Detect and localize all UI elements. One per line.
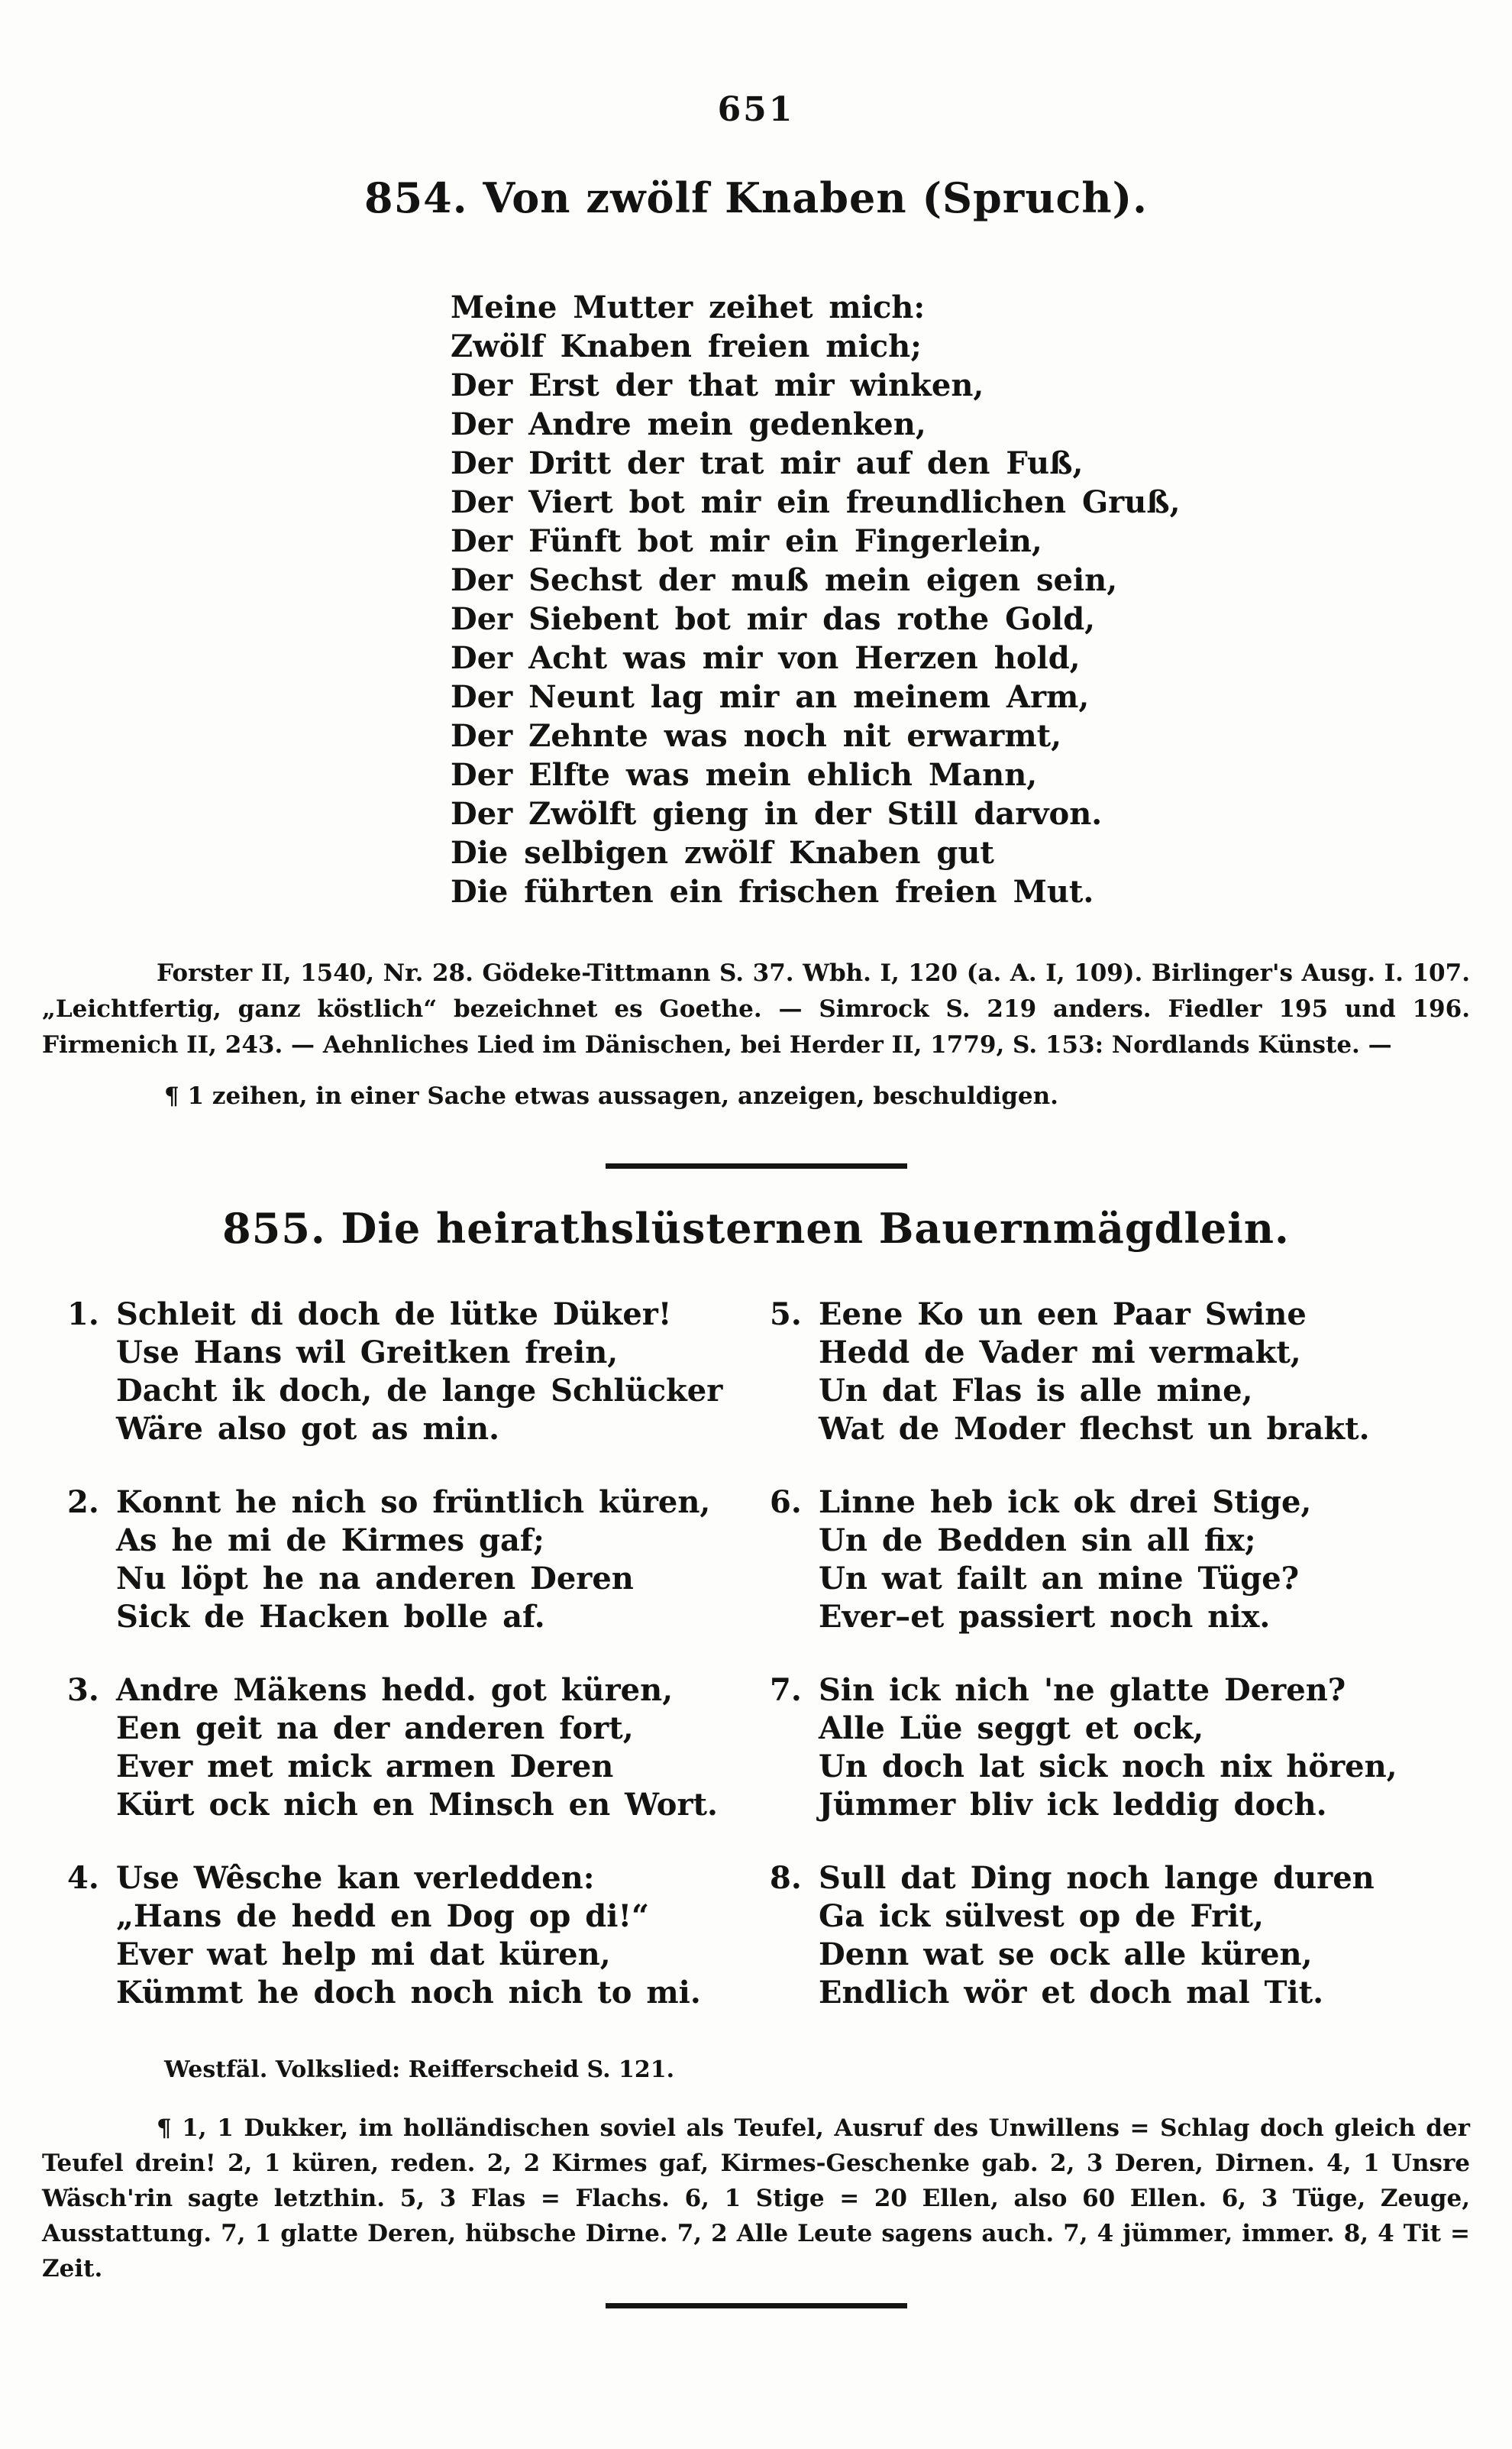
poem-line: Die führten ein frischen freien Mut. <box>451 874 1094 910</box>
stanza-number: 6. <box>770 1484 802 1520</box>
verse-line: Use Hans wil Greitken frein, <box>116 1334 619 1370</box>
page-end-divider <box>606 2303 907 2308</box>
verse-line: Hedd de Vader mi vermakt, <box>819 1334 1301 1370</box>
verse-line: Linne heb ick ok drei Stige, <box>819 1484 1312 1520</box>
verse-line: Ga ick sülvest op de Frit, <box>819 1898 1264 1934</box>
verse-line: Wäre also got as min. <box>116 1411 499 1447</box>
verse-line: Un doch lat sick noch nix hören, <box>819 1749 1397 1784</box>
stanza-lines <box>819 1483 1311 1636</box>
poem-line: Der Acht was mir von Herzen hold, <box>451 640 1081 676</box>
stanza-lines <box>819 1859 1375 2012</box>
stanza-number: 1. <box>67 1296 99 1332</box>
stanza-1 <box>0 1296 756 1448</box>
verse-line: Eene Ko un een Paar Swine <box>819 1296 1307 1332</box>
song-855-glossary-note: ¶ 1, 1 Dukker, im holländischen soviel als Teufel, Ausruf des Unwillens = Schlag doch gleich der Teufel drein! 2, 1 küren, reden. 2, 2 Kirmes gaf, Kirmes-Geschenke gab. 2, 3 Deren, Dirnen. 4, 1 Unsre Wäsch'rin sagte letzthin. 5, 3 Flas = Flachs. 6, 1 Stige = 20 Ellen, also 60 Ellen. 6, 3 Tüge, Zeuge, Ausstattung. 7, 1 glatte Deren, hübsche Dirne. 7, 2 Alle Leute sagens auch. 7, 4 jümmer, immer. 8, 4 Tit = Zeit. <box>42 2114 1470 2282</box>
stanza-7 <box>756 1671 1512 1824</box>
verse-line: Sull dat Ding noch lange duren <box>819 1860 1375 1896</box>
verse-line: Schleit di doch de lütke Düker! <box>116 1296 672 1332</box>
verse-line: „Hans de hedd en Dog op di!“ <box>116 1898 650 1934</box>
verse-line: Ever wat help mi dat küren, <box>116 1936 611 1972</box>
stanza-lines <box>819 1296 1370 1448</box>
stanza-lines <box>116 1296 722 1448</box>
verse-line: Un dat Flas is alle mine, <box>819 1373 1253 1409</box>
stanza-lines <box>116 1859 701 2012</box>
stanza-3 <box>0 1671 756 1824</box>
stanza-number: 7. <box>770 1672 802 1708</box>
verse-line: Use Wêsche kan verledden: <box>116 1860 595 1896</box>
stanza-number: 2. <box>67 1484 99 1520</box>
poem-line: Der Viert bot mir ein freundlichen Gruß, <box>451 484 1181 520</box>
poem-line: Der Sechst der muß mein eigen sein, <box>451 562 1118 598</box>
song-855-title: 855. Die heirathslüsternen Bauernmägdlein. <box>222 1204 1290 1253</box>
verse-line: Endlich wör et doch mal Tit. <box>819 1975 1323 2011</box>
poem-line: Meine Mutter zeihet mich: <box>451 290 926 325</box>
song-854-title: 854. Von zwölf Knaben (Spruch). <box>364 173 1148 222</box>
verse-line: Ever met mick armen Deren <box>116 1749 614 1784</box>
song-855-verses <box>0 1296 1512 2047</box>
stanza-8 <box>756 1859 1512 2012</box>
verse-line: Een geit na der anderen fort, <box>116 1710 634 1746</box>
poem-line: Der Elfte was mein ehlich Mann, <box>451 757 1038 793</box>
stanza-lines <box>819 1671 1397 1824</box>
verse-line: Un de Bedden sin all fix; <box>819 1522 1256 1558</box>
poem-line: Der Dritt der trat mir auf den Fuß, <box>451 445 1084 481</box>
poem-line: Zwölf Knaben freien mich; <box>451 328 922 364</box>
verse-line: As he mi de Kirmes gaf; <box>116 1522 544 1558</box>
verse-line: Nu löpt he na anderen Deren <box>116 1561 634 1597</box>
verse-line: Kümmt he doch noch nich to mi. <box>116 1975 701 2011</box>
poem-line: Der Zehnte was noch nit erwarmt, <box>451 718 1062 754</box>
verse-line: Sin ick nich 'ne glatte Deren? <box>819 1672 1346 1708</box>
stanza-number: 5. <box>770 1296 802 1332</box>
poem-line: Der Andre mein gedenken, <box>451 406 926 442</box>
verse-line: Sick de Hacken bolle af. <box>116 1599 545 1635</box>
verse-line: Ever–et passiert noch nix. <box>819 1599 1271 1635</box>
stanza-4 <box>0 1859 756 2012</box>
page-number: 651 <box>717 90 795 129</box>
section-divider <box>606 1163 907 1169</box>
stanza-2 <box>0 1483 756 1636</box>
poem-line: Der Zwölft gieng in der Still darvon. <box>451 796 1103 832</box>
verse-line: Wat de Moder flechst un brakt. <box>819 1411 1370 1447</box>
song-854-references: Forster II, 1540, Nr. 28. Gödeke-Tittmann S. 37. Wbh. I, 120 (a. A. I, 109). Birlinger's Ausg. I. 107. „Leichtfertig, ganz köstlich“ bezeichnet es Goethe. — Simrock S. 219 anders. Fiedler 195 und 196. Firmenich II, 243. — Aehnliches Lied im Dänischen, bei Herder II, 1779, S. 153: Nordlands Künste. — <box>42 959 1470 1059</box>
stanza-5 <box>756 1296 1512 1448</box>
verse-line: Kürt ock nich en Minsch en Wort. <box>116 1787 718 1823</box>
verse-line: Dacht ik doch, de lange Schlücker <box>116 1373 723 1409</box>
stanza-number: 8. <box>770 1860 802 1896</box>
verse-line: Denn wat se ock alle küren, <box>819 1936 1313 1972</box>
stanza-lines <box>116 1671 718 1824</box>
stanza-6 <box>756 1483 1512 1636</box>
poem-line: Der Neunt lag mir an meinem Arm, <box>451 679 1090 715</box>
song-854-glossary-note: ¶ 1 zeihen, in einer Sache etwas aussagen, anzeigen, beschuldigen. <box>164 1082 1058 1110</box>
stanza-number: 3. <box>67 1672 99 1708</box>
song-855-source: Westfäl. Volkslied: Reifferscheid S. 121. <box>164 2056 675 2083</box>
verse-line: Un wat failt an mine Tüge? <box>819 1561 1300 1597</box>
stanza-number: 4. <box>67 1860 99 1896</box>
song-854-section <box>0 173 1512 1115</box>
song-854-poem <box>451 288 1512 911</box>
poem-line: Der Fünft bot mir ein Fingerlein, <box>451 523 1042 559</box>
verse-line: Jümmer bliv ick leddig doch. <box>819 1787 1327 1823</box>
poem-line: Der Erst der that mir winken, <box>451 367 984 403</box>
song-855-section <box>0 1204 1512 2286</box>
verse-line: Andre Mäkens hedd. got küren, <box>116 1672 674 1708</box>
verse-line: Alle Lüe seggt et ock, <box>819 1710 1204 1746</box>
poem-line: Der Siebent bot mir das rothe Gold, <box>451 601 1096 637</box>
poem-line: Die selbigen zwölf Knaben gut <box>451 835 994 871</box>
verse-line: Konnt he nich so früntlich küren, <box>116 1484 711 1520</box>
stanza-lines <box>116 1483 710 1636</box>
